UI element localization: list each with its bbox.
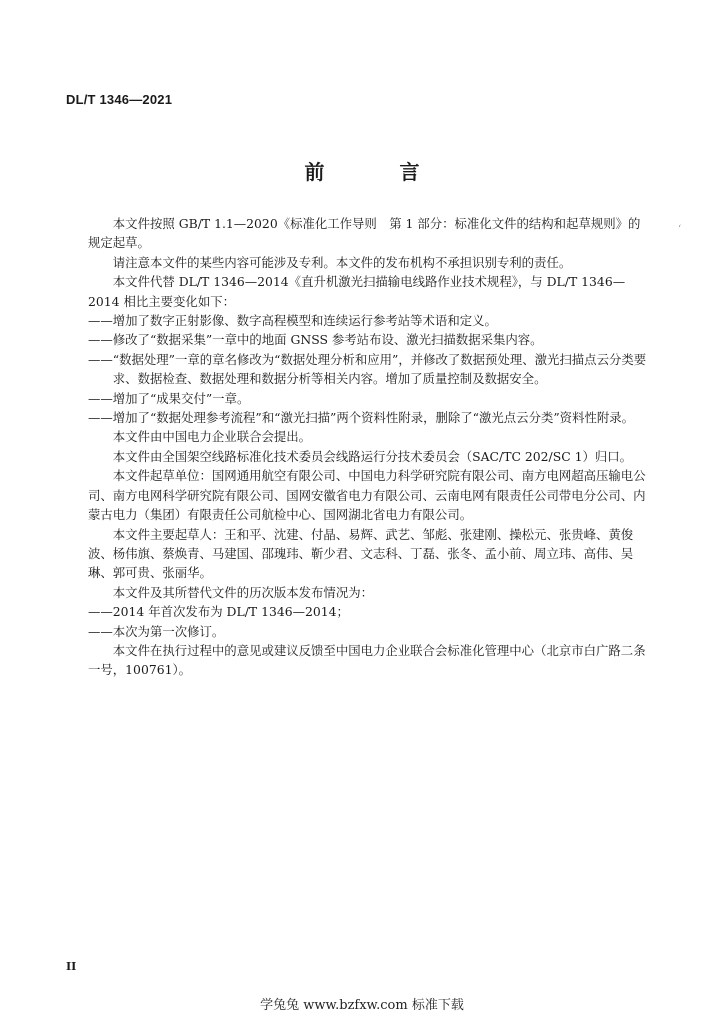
- change-item: ——修改了“数据采集”一章中的地面 GNSS 参考站布设、激光扫描数据采集内容。: [88, 332, 543, 348]
- page-number: II: [66, 960, 77, 973]
- change-item: ——“数据处理”一章的章名修改为“数据处理分析和应用”，并修改了数据预处理、激光扫描点云分类要求、数据检查、数据处理和数据分析等相关内容。增加了质量控制及数据安全。: [88, 351, 647, 387]
- paragraph-drafters: 本文件主要起草人：王和平、沈建、付晶、易辉、武艺、邹彪、张建刚、操松元、张贵峰、黄俊波、杨伟旗、蔡焕青、马建国、邵瑰玮、靳少君、文志科、丁磊、张冬、孟小前、周立玮、高伟、吴琳、郭可贵、张丽华。: [88, 526, 634, 581]
- paragraph-proposer: 本文件由中国电力企业联合会提出。: [112, 429, 312, 445]
- paragraph-drafting-units: 本文件起草单位：国网通用航空有限公司、中国电力科学研究院有限公司、南方电网超高压输电公司、南方电网科学研究院有限公司、国网安徽省电力有限公司、云南电网有限责任公司带电分公司、内蒙古电力（集团）有限责任公司航检中心、国网湖北省电力有限公司。: [88, 468, 646, 523]
- paragraph-feedback: 本文件在执行过程中的意见或建议反馈至中国电力企业联合会标准化管理中心（北京市白广路二条一号，100761）。: [88, 642, 646, 678]
- paragraph-administrator: 本文件由全国架空线路标准化技术委员会线路运行分技术委员会（SAC/TC 202/SC 1）归口。: [112, 448, 633, 464]
- history-item: ——本次为第一次修订。: [88, 623, 225, 639]
- scan-mark: ʻ: [678, 224, 682, 235]
- standard-number: DL/T 1346—2021: [66, 92, 173, 107]
- paragraph-replacement: 本文件代替 DL/T 1346—2014《直升机激光扫描输电线路作业技术规程》，与 DL/T 1346—2014 相比主要变化如下：: [88, 274, 626, 309]
- footer-watermark: 学兔兔 www.bzfxw.com 标准下载: [260, 998, 464, 1013]
- paragraph-version-history: 本文件及其所替代文件的历次版本发布情况为：: [112, 584, 373, 600]
- foreword-body: [88, 214, 650, 680]
- change-item: ——增加了“数据处理参考流程”和“激光扫描”两个资料性附录，删除了“激光点云分类”资料性附录。: [88, 410, 635, 426]
- paragraph-drafting-rules: 本文件按照 GB/T 1.1—2020《标准化工作导则 第 1 部分：标准化文件的结构和起草规则》的规定起草。: [88, 216, 641, 251]
- history-item: ——2014 年首次发布为 DL/T 1346—2014；: [88, 604, 349, 620]
- change-item: ——增加了“成果交付”一章。: [88, 390, 250, 406]
- paragraph-patent-notice: 请注意本文件的某些内容可能涉及专利。本文件的发布机构不承担识别专利的责任。: [112, 254, 572, 270]
- page-title: 前 言: [304, 160, 454, 184]
- change-item: ——增加了数字正射影像、数字高程模型和连续运行参考站等术语和定义。: [88, 313, 497, 329]
